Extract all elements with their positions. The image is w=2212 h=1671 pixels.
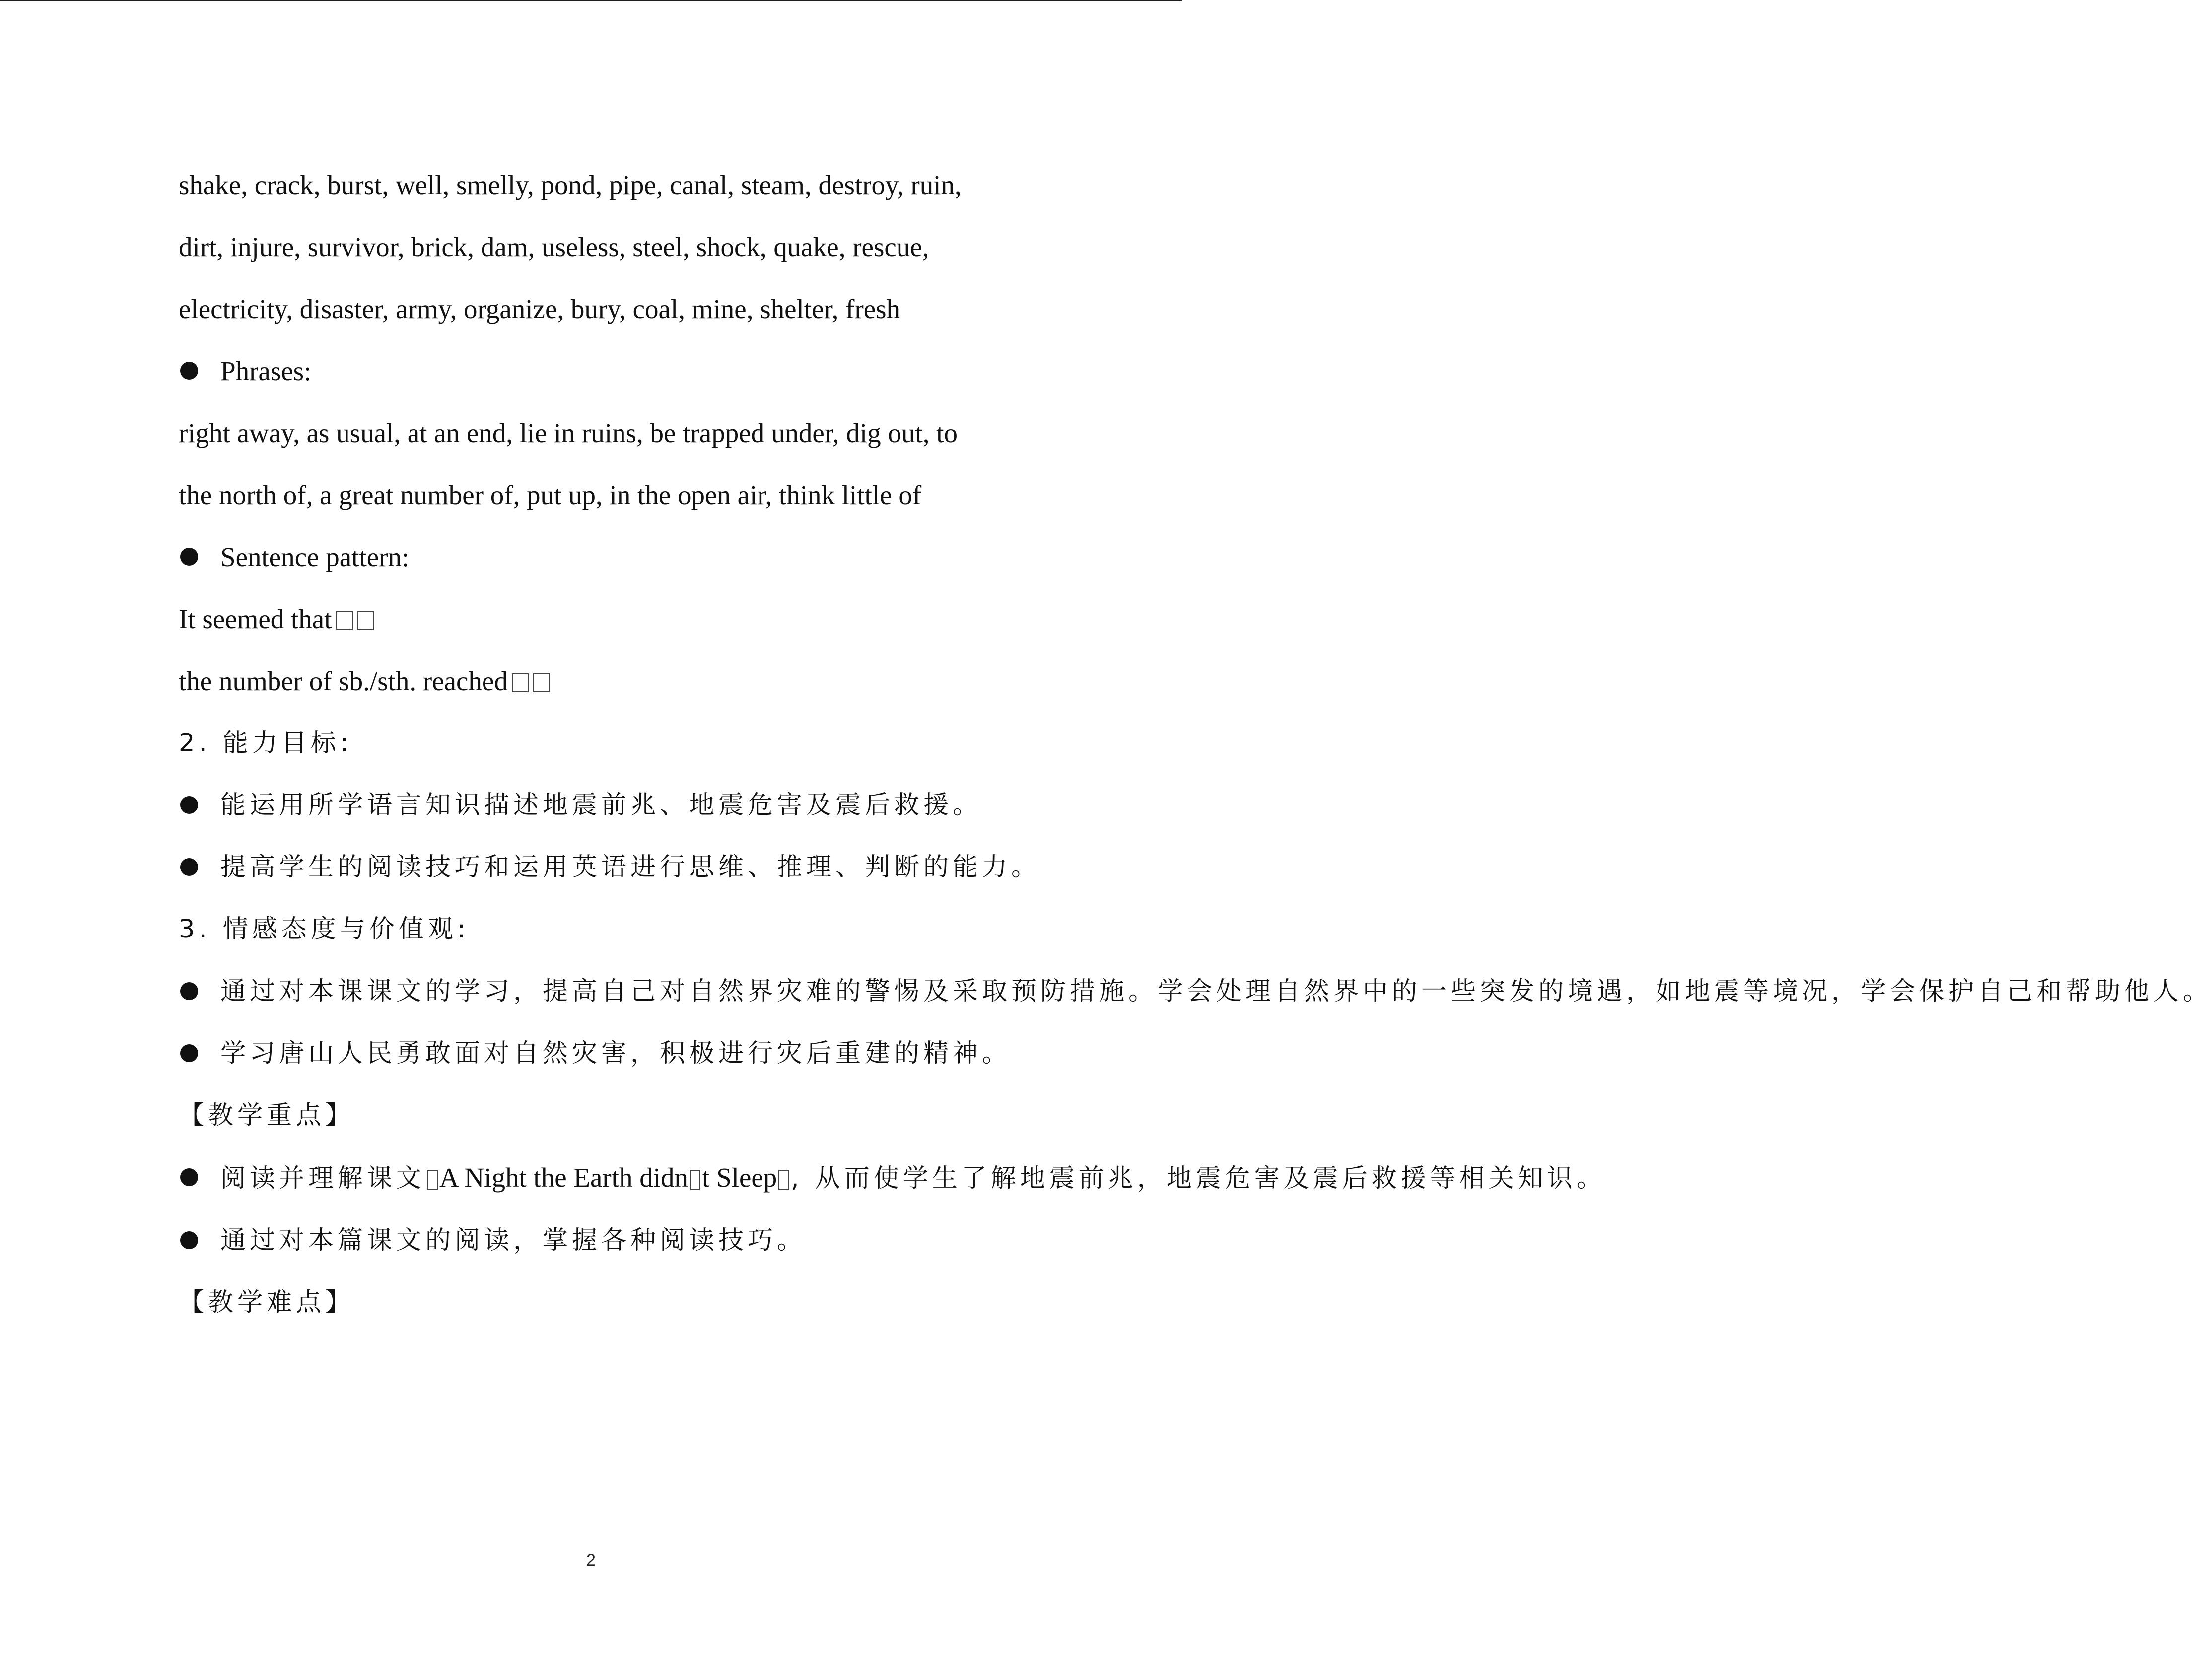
sentence-pattern-2-text: the number of sb./sth. reached (179, 666, 508, 696)
key-points-heading: 【教学重点】 (179, 1101, 355, 1130)
attitude-goal-text: 通过对本课课文的学习，提高自己对自然界灾难的警惕及采取预防措施。学会处理自然界中的一些突发的境遇，如地震等境况，学会保护自己和帮助他人。 (220, 977, 2212, 1006)
placeholder-box-icon (533, 673, 550, 692)
ability-goal-item (179, 836, 1041, 898)
sentence-pattern-1 (179, 588, 1008, 650)
bullet-dot-icon (179, 526, 220, 588)
attitude-goal-item (179, 960, 2212, 1022)
placeholder-box-icon (512, 673, 529, 692)
bullet-dot-icon (179, 960, 220, 1022)
lesson-title-part-2: t Sleep (702, 1162, 777, 1193)
attitude-goal-text: 学习唐山人民勇敢面对自然灾害，积极进行灾后重建的精神。 (220, 1039, 1012, 1068)
bullet-dot-icon (179, 774, 220, 836)
phrases-line-1: right away, as usual, at an end, lie in ruins, be trapped under, dig out, to (179, 418, 958, 448)
sentence-pattern-1-text: It seemed that (179, 604, 332, 634)
ability-goal-text: 能运用所学语言知识描述地震前兆、地震危害及震后救援。 (220, 791, 982, 820)
key-point-text: 通过对本篇课文的阅读，掌握各种阅读技巧。 (220, 1226, 807, 1255)
phrases-bullet (179, 340, 1008, 402)
key-point-1-prefix: 阅读并理解课文 (220, 1164, 426, 1193)
difficult-points-heading: 【教学难点】 (179, 1288, 355, 1317)
ability-goal-item (179, 774, 1008, 836)
ability-goals-heading: 2. 能力目标: (179, 729, 353, 758)
page-number: 2 (586, 1551, 596, 1570)
phrases-label: Phrases: (220, 356, 312, 386)
key-point-item (179, 1146, 1606, 1209)
sentence-pattern-label: Sentence pattern: (220, 542, 410, 572)
missing-glyph-icon (778, 1170, 789, 1190)
placeholder-box-icon (336, 611, 353, 630)
sentence-pattern-bullet (179, 526, 1008, 588)
phrases-line-2: the north of, a great number of, put up, in the open air, think little of (179, 480, 922, 510)
bullet-dot-icon (179, 340, 220, 402)
vocab-line-1: shake, crack, burst, well, smelly, pond, pipe, canal, steam, destroy, ruin, (179, 170, 962, 200)
attitude-goals-heading: 3. 情感态度与价值观: (179, 915, 470, 944)
sentence-pattern-2 (179, 650, 1008, 712)
missing-glyph-icon (690, 1170, 700, 1190)
top-border (0, 0, 1182, 1)
placeholder-box-icon (357, 611, 374, 630)
page-body (179, 154, 2212, 1334)
bullet-dot-icon (179, 1022, 220, 1084)
bullet-dot-icon (179, 836, 220, 898)
key-point-item (179, 1209, 1008, 1271)
bullet-dot-icon (179, 1146, 220, 1208)
lesson-title-part-1: A Night the Earth didn (439, 1162, 689, 1193)
missing-glyph-icon (427, 1170, 438, 1190)
key-point-1-suffix: , 从而使学生了解地震前兆，地震危害及震后救援等相关知识。 (791, 1164, 1606, 1193)
ability-goal-text: 提高学生的阅读技巧和运用英语进行思维、推理、判断的能力。 (220, 853, 1041, 882)
vocab-line-3: electricity, disaster, army, organize, bury, coal, mine, shelter, fresh (179, 294, 900, 324)
key-point-text (220, 1146, 1606, 1209)
attitude-goal-item (179, 1022, 1012, 1084)
bullet-dot-icon (179, 1209, 220, 1271)
vocab-line-2: dirt, injure, survivor, brick, dam, useless, steel, shock, quake, rescue, (179, 232, 929, 262)
